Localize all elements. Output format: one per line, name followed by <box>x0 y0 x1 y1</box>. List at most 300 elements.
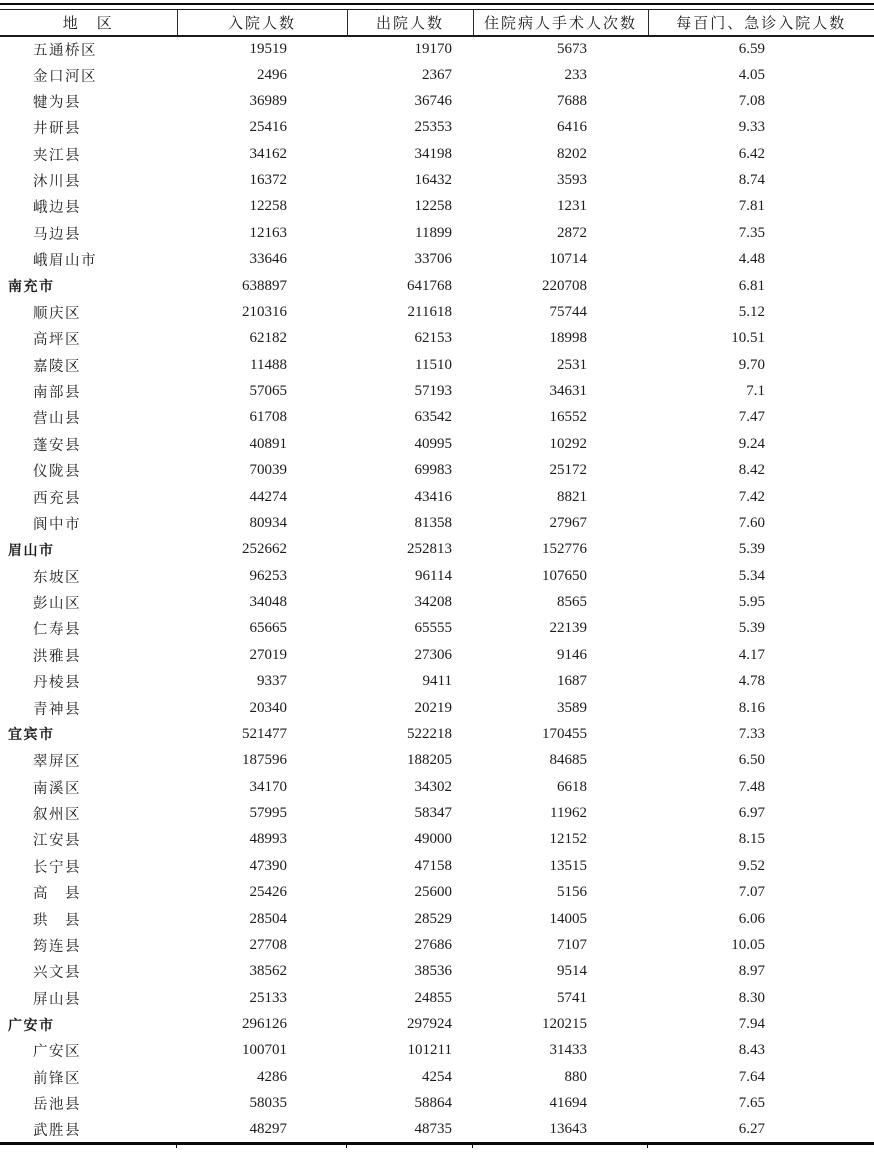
discharges-cell: 24855 <box>414 989 452 1006</box>
region-label: 仁寿县 <box>33 622 81 639</box>
surgeries-cell: 1231 <box>557 198 587 215</box>
discharges-cell: 188205 <box>407 752 452 769</box>
region-label: 西充县 <box>33 490 81 507</box>
table-row <box>0 247 874 273</box>
per100-cell: 7.65 <box>738 1095 765 1112</box>
region-cell <box>0 748 177 774</box>
region-cell <box>0 141 177 167</box>
surgeries-cell: 75744 <box>549 303 587 320</box>
region-cell <box>0 774 177 800</box>
region-label: 广安区 <box>33 1044 81 1061</box>
discharges-cell: 81358 <box>414 514 452 531</box>
region-cell <box>0 695 177 721</box>
surgeries-cell: 120215 <box>542 1016 587 1033</box>
surgeries-cell: 8565 <box>557 594 587 611</box>
region-label: 兴文县 <box>33 965 81 982</box>
per100-cell: 8.15 <box>738 831 765 848</box>
region-cell <box>0 194 177 220</box>
table-row <box>0 959 874 985</box>
column-header-surgeries: 住院病人手术人次数 <box>473 10 648 36</box>
discharges-cell: 28529 <box>414 910 452 927</box>
table-row <box>0 1117 874 1143</box>
surgeries-cell: 27967 <box>549 514 587 531</box>
per100-cell: 5.12 <box>738 303 765 320</box>
region-cell <box>0 1091 177 1117</box>
surgeries-cell: 5156 <box>557 884 587 901</box>
table-row <box>0 589 874 615</box>
column-rule-tick <box>346 1145 347 1148</box>
region-cell <box>0 1064 177 1090</box>
region-label: 叙州区 <box>33 807 81 824</box>
discharges-cell: 33706 <box>414 251 452 268</box>
admissions-cell: 27019 <box>249 646 287 663</box>
admissions-cell: 36989 <box>249 92 287 109</box>
region-label: 珙 县 <box>33 912 81 929</box>
per100-cell: 7.60 <box>738 514 765 531</box>
region-label: 宜宾市 <box>8 726 55 743</box>
region-cell <box>0 669 177 695</box>
region-label: 马边县 <box>33 226 81 243</box>
region-label: 犍为县 <box>33 94 81 111</box>
region-cell <box>0 431 177 457</box>
table-row <box>0 431 874 457</box>
surgeries-cell: 7107 <box>557 936 587 953</box>
surgeries-cell: 5741 <box>557 989 587 1006</box>
discharges-cell: 63542 <box>414 409 452 426</box>
table-row <box>0 853 874 879</box>
admissions-cell: 40891 <box>249 435 287 452</box>
per100-cell: 8.43 <box>738 1042 765 1059</box>
per100-cell: 7.08 <box>738 92 765 109</box>
admissions-cell: 187596 <box>242 752 287 769</box>
per100-cell: 9.33 <box>738 119 765 136</box>
column-header-region: 地 区 <box>0 10 177 36</box>
admissions-cell: 47390 <box>249 857 287 874</box>
region-cell <box>0 880 177 906</box>
admissions-cell: 48297 <box>249 1120 287 1137</box>
surgeries-cell: 31433 <box>549 1042 587 1059</box>
per100-cell: 5.39 <box>738 541 765 558</box>
table-row <box>0 352 874 378</box>
region-cell <box>0 167 177 193</box>
surgeries-cell: 16552 <box>549 409 587 426</box>
surgeries-cell: 3589 <box>557 699 587 716</box>
admissions-cell: 96253 <box>249 567 287 584</box>
admissions-cell: 2496 <box>257 66 287 83</box>
discharges-cell: 211618 <box>407 303 452 320</box>
admissions-cell: 16372 <box>249 172 287 189</box>
discharges-cell: 38536 <box>414 963 452 980</box>
admissions-cell: 521477 <box>242 725 287 742</box>
region-cell <box>0 537 177 563</box>
region-label: 翠屏区 <box>33 754 81 771</box>
per100-cell: 6.06 <box>738 910 765 927</box>
surgeries-cell: 5673 <box>557 40 587 57</box>
region-cell <box>0 1011 177 1037</box>
region-cell <box>0 378 177 404</box>
table-row <box>0 484 874 510</box>
per100-cell: 7.64 <box>738 1068 765 1085</box>
table-row <box>0 774 874 800</box>
column-rule-tick <box>472 1145 473 1148</box>
table-row <box>0 669 874 695</box>
admissions-cell: 70039 <box>249 462 287 479</box>
table-row <box>0 273 874 299</box>
region-label: 广安市 <box>8 1016 55 1033</box>
region-cell <box>0 563 177 589</box>
region-label: 高坪区 <box>33 332 81 349</box>
admissions-cell: 25133 <box>249 989 287 1006</box>
surgeries-cell: 8821 <box>557 488 587 505</box>
region-cell <box>0 220 177 246</box>
discharges-cell: 48735 <box>414 1120 452 1137</box>
table-row <box>0 1038 874 1064</box>
region-label: 沐川县 <box>33 174 81 191</box>
region-label: 嘉陵区 <box>33 358 81 375</box>
per100-cell: 9.70 <box>738 356 765 373</box>
table-row <box>0 748 874 774</box>
admissions-cell: 19519 <box>249 40 287 57</box>
surgeries-cell: 9514 <box>557 963 587 980</box>
admissions-cell: 34162 <box>249 145 287 162</box>
region-label: 高 县 <box>33 886 81 903</box>
table-row <box>0 800 874 826</box>
discharges-cell: 522218 <box>407 725 452 742</box>
admissions-cell: 33646 <box>249 251 287 268</box>
surgeries-cell: 3593 <box>557 172 587 189</box>
region-label: 青神县 <box>33 701 81 718</box>
admissions-cell: 34048 <box>249 594 287 611</box>
per100-cell: 8.42 <box>738 462 765 479</box>
table-row <box>0 36 874 62</box>
admissions-cell: 48993 <box>249 831 287 848</box>
region-cell <box>0 721 177 747</box>
surgeries-cell: 41694 <box>549 1095 587 1112</box>
discharges-cell: 297924 <box>407 1016 452 1033</box>
region-cell <box>0 36 177 62</box>
table-row <box>0 167 874 193</box>
surgeries-cell: 880 <box>564 1068 587 1085</box>
per100-cell: 5.34 <box>738 567 765 584</box>
region-label: 南溪区 <box>33 780 81 797</box>
discharges-cell: 101211 <box>407 1042 452 1059</box>
per100-cell: 6.97 <box>738 805 765 822</box>
discharges-cell: 65555 <box>414 620 452 637</box>
table-row <box>0 537 874 563</box>
table-row <box>0 1091 874 1117</box>
table-row <box>0 1064 874 1090</box>
regional-hospital-statistics-table <box>0 9 874 1145</box>
region-label: 顺庆区 <box>33 305 81 322</box>
surgeries-cell: 22139 <box>549 620 587 637</box>
per100-cell: 7.48 <box>738 778 765 795</box>
table-row <box>0 985 874 1011</box>
table-row <box>0 721 874 747</box>
region-cell <box>0 1038 177 1064</box>
surgeries-cell: 220708 <box>542 277 587 294</box>
discharges-cell: 58347 <box>414 805 452 822</box>
per100-cell: 6.50 <box>738 752 765 769</box>
surgeries-cell: 7688 <box>557 92 587 109</box>
per100-cell: 10.51 <box>731 330 765 347</box>
table-row <box>0 194 874 220</box>
region-label: 井研县 <box>33 121 81 138</box>
region-label: 丹棱县 <box>33 675 81 692</box>
table-row <box>0 115 874 141</box>
table-row <box>0 299 874 325</box>
admissions-cell: 25426 <box>249 884 287 901</box>
per100-cell: 6.27 <box>738 1120 765 1137</box>
region-cell <box>0 352 177 378</box>
table-header <box>0 10 874 36</box>
per100-cell: 4.48 <box>738 251 765 268</box>
table-row <box>0 405 874 431</box>
surgeries-cell: 13643 <box>549 1120 587 1137</box>
discharges-cell: 27306 <box>414 646 452 663</box>
admissions-cell: 100701 <box>242 1042 287 1059</box>
discharges-cell: 252813 <box>407 541 452 558</box>
region-cell <box>0 458 177 484</box>
table-row <box>0 378 874 404</box>
surgeries-cell: 10714 <box>549 251 587 268</box>
admissions-cell: 80934 <box>249 514 287 531</box>
per100-cell: 8.74 <box>738 172 765 189</box>
surgeries-cell: 2531 <box>557 356 587 373</box>
admissions-cell: 11488 <box>250 356 287 373</box>
per100-cell: 4.78 <box>738 673 765 690</box>
surgeries-cell: 84685 <box>549 752 587 769</box>
surgeries-cell: 2872 <box>557 224 587 241</box>
per100-cell: 4.17 <box>738 646 765 663</box>
discharges-cell: 11510 <box>415 356 452 373</box>
table-row <box>0 88 874 114</box>
table-row <box>0 1011 874 1037</box>
table-row <box>0 141 874 167</box>
admissions-cell: 34170 <box>249 778 287 795</box>
discharges-cell: 58864 <box>414 1095 452 1112</box>
surgeries-cell: 34631 <box>549 383 587 400</box>
region-cell <box>0 247 177 273</box>
surgeries-cell: 107650 <box>542 567 587 584</box>
table-row <box>0 510 874 536</box>
discharges-cell: 25600 <box>414 884 452 901</box>
admissions-cell: 58035 <box>249 1095 287 1112</box>
region-cell <box>0 326 177 352</box>
surgeries-cell: 9146 <box>557 646 587 663</box>
table-row <box>0 906 874 932</box>
admissions-cell: 57065 <box>249 383 287 400</box>
table-container <box>0 3 874 1145</box>
surgeries-cell: 8202 <box>557 145 587 162</box>
admissions-cell: 44274 <box>249 488 287 505</box>
region-label: 彭山区 <box>33 596 81 613</box>
region-label: 峨边县 <box>33 200 81 217</box>
per100-cell: 9.52 <box>738 857 765 874</box>
discharges-cell: 36746 <box>414 92 452 109</box>
region-label: 五通桥区 <box>33 42 97 59</box>
table-row <box>0 563 874 589</box>
discharges-cell: 641768 <box>407 277 452 294</box>
discharges-cell: 40995 <box>414 435 452 452</box>
region-label: 屏山县 <box>33 991 81 1008</box>
region-cell <box>0 299 177 325</box>
region-label: 营山县 <box>33 411 81 428</box>
discharges-cell: 34208 <box>414 594 452 611</box>
admissions-cell: 4286 <box>257 1068 287 1085</box>
column-header-per100: 每百门、急诊入院人数 <box>648 10 874 36</box>
discharges-cell: 16432 <box>414 172 452 189</box>
region-label: 江安县 <box>33 833 81 850</box>
discharges-cell: 43416 <box>414 488 452 505</box>
surgeries-cell: 233 <box>564 66 587 83</box>
admissions-cell: 20340 <box>249 699 287 716</box>
region-label: 峨眉山市 <box>33 253 97 270</box>
admissions-cell: 12163 <box>249 224 287 241</box>
per100-cell: 7.94 <box>738 1016 765 1033</box>
region-cell <box>0 510 177 536</box>
per100-cell: 9.24 <box>738 435 765 452</box>
region-cell <box>0 115 177 141</box>
discharges-cell: 47158 <box>414 857 452 874</box>
admissions-cell: 252662 <box>242 541 287 558</box>
region-cell <box>0 88 177 114</box>
per100-cell: 8.97 <box>738 963 765 980</box>
region-cell <box>0 906 177 932</box>
admissions-cell: 12258 <box>249 198 287 215</box>
region-label: 蓬安县 <box>33 437 81 454</box>
discharges-cell: 25353 <box>414 119 452 136</box>
region-label: 洪雅县 <box>33 648 81 665</box>
column-rule-tick <box>647 1145 648 1148</box>
surgeries-cell: 12152 <box>549 831 587 848</box>
region-cell <box>0 853 177 879</box>
region-label: 阆中市 <box>33 516 81 533</box>
discharges-cell: 34302 <box>414 778 452 795</box>
table-row <box>0 220 874 246</box>
region-cell <box>0 273 177 299</box>
discharges-cell: 57193 <box>414 383 452 400</box>
region-label: 仪陇县 <box>33 464 81 481</box>
table-row <box>0 642 874 668</box>
per100-cell: 10.05 <box>731 936 765 953</box>
table-row <box>0 458 874 484</box>
region-cell <box>0 62 177 88</box>
region-label: 岳池县 <box>33 1097 81 1114</box>
discharges-cell: 9411 <box>422 673 452 690</box>
per100-cell: 5.39 <box>738 620 765 637</box>
surgeries-cell: 14005 <box>549 910 587 927</box>
admissions-cell: 38562 <box>249 963 287 980</box>
admissions-cell: 25416 <box>249 119 287 136</box>
surgeries-cell: 152776 <box>542 541 587 558</box>
column-header-admissions: 入院人数 <box>177 10 347 36</box>
surgeries-cell: 25172 <box>549 462 587 479</box>
per100-cell: 6.42 <box>738 145 765 162</box>
surgeries-cell: 1687 <box>557 673 587 690</box>
discharges-cell: 62153 <box>414 330 452 347</box>
region-cell <box>0 959 177 985</box>
discharges-cell: 4254 <box>422 1068 452 1085</box>
per100-cell: 7.47 <box>738 409 765 426</box>
header-row <box>0 10 874 36</box>
table-row <box>0 326 874 352</box>
per100-cell: 6.81 <box>738 277 765 294</box>
per100-cell: 7.07 <box>738 884 765 901</box>
region-cell <box>0 827 177 853</box>
per100-cell: 7.81 <box>738 198 765 215</box>
discharges-cell: 19170 <box>414 40 452 57</box>
admissions-cell: 62182 <box>249 330 287 347</box>
admissions-cell: 210316 <box>242 303 287 320</box>
table-row <box>0 62 874 88</box>
discharges-cell: 34198 <box>414 145 452 162</box>
region-label: 南部县 <box>33 385 81 402</box>
admissions-cell: 57995 <box>249 805 287 822</box>
region-cell <box>0 484 177 510</box>
surgeries-cell: 10292 <box>549 435 587 452</box>
admissions-cell: 27708 <box>249 936 287 953</box>
region-cell <box>0 932 177 958</box>
per100-cell: 5.95 <box>738 594 765 611</box>
region-cell <box>0 405 177 431</box>
table-row <box>0 616 874 642</box>
surgeries-cell: 170455 <box>542 725 587 742</box>
admissions-cell: 61708 <box>249 409 287 426</box>
table-row <box>0 932 874 958</box>
region-label: 东坡区 <box>33 569 81 586</box>
region-cell <box>0 589 177 615</box>
admissions-cell: 28504 <box>249 910 287 927</box>
surgeries-cell: 11962 <box>550 805 587 822</box>
region-label: 长宁县 <box>33 859 81 876</box>
region-label: 筠连县 <box>33 938 81 955</box>
per100-cell: 7.33 <box>738 725 765 742</box>
region-label: 南充市 <box>8 278 55 295</box>
region-cell <box>0 616 177 642</box>
surgeries-cell: 18998 <box>549 330 587 347</box>
surgeries-cell: 13515 <box>549 857 587 874</box>
table-row <box>0 880 874 906</box>
discharges-cell: 2367 <box>422 66 452 83</box>
per100-cell: 8.30 <box>738 989 765 1006</box>
region-label: 金口河区 <box>33 68 97 85</box>
admissions-cell: 9337 <box>257 673 287 690</box>
discharges-cell: 96114 <box>415 567 452 584</box>
surgeries-cell: 6416 <box>557 119 587 136</box>
surgeries-cell: 6618 <box>557 778 587 795</box>
region-cell <box>0 1117 177 1143</box>
discharges-cell: 69983 <box>414 462 452 479</box>
column-header-discharges: 出院人数 <box>347 10 473 36</box>
region-label: 夹江县 <box>33 147 81 164</box>
per100-cell: 8.16 <box>738 699 765 716</box>
discharges-cell: 49000 <box>414 831 452 848</box>
per100-cell: 4.05 <box>738 66 765 83</box>
discharges-cell: 12258 <box>414 198 452 215</box>
table-row <box>0 827 874 853</box>
region-cell <box>0 642 177 668</box>
table-row <box>0 695 874 721</box>
per100-cell: 7.35 <box>738 224 765 241</box>
column-rule-tick <box>176 1145 177 1148</box>
per100-cell: 6.59 <box>738 40 765 57</box>
region-cell <box>0 985 177 1011</box>
region-cell <box>0 800 177 826</box>
per100-cell: 7.42 <box>738 488 765 505</box>
table-body <box>0 36 874 1144</box>
region-label: 前锋区 <box>33 1070 81 1087</box>
region-label: 武胜县 <box>33 1122 81 1139</box>
